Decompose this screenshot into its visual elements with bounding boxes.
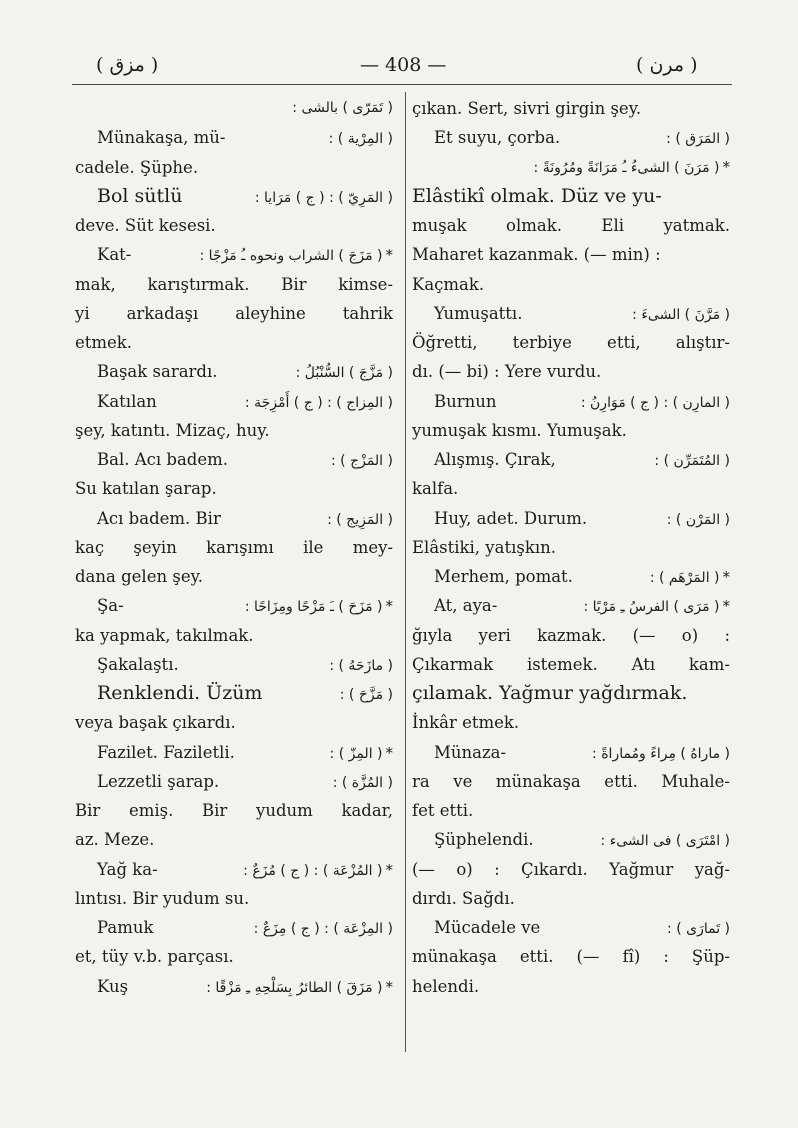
entry-line [75,562,393,591]
page-number: — 408 — [360,54,447,76]
entry-text: muşak olmak. Eli yatmak. [412,216,730,235]
entry-line [412,474,730,503]
entry-line [75,621,393,650]
entry-line [75,767,393,796]
entry-text: Acı badem. Bir [97,508,221,528]
entry-text: az. Meze. [75,830,155,850]
arabic-headword: ( المِزْعَة ) : ( ج ) مِزَعٌ : [253,921,393,937]
entry-line [75,504,393,533]
arabic-headword: ( مَزَقَ ) الطائرُ بِسَلْحِهِ ـِ مَزْقًا : [206,979,383,996]
entry-line [75,182,393,211]
entry-line [412,240,730,269]
star-mark: * [722,597,730,616]
entry-text: Su katılan şarap. [75,479,217,499]
entry-line [75,211,393,240]
entry-text: dana gelen şey. [75,567,203,586]
entry-text: ka yapmak, takılmak. [75,625,254,645]
star-mark: * [385,246,393,265]
star-mark: * [722,568,730,586]
entry-line [75,357,393,386]
arabic-headword: ( امْتَرَى ) فى الشىء : [600,833,730,850]
entry-text: Çıkarmak istemek. Atı kam- [412,654,730,674]
arabic-headword: ( مَرَّنَ ) الشىءَ : [632,306,730,323]
arabic-headword: ( المَرْهَم ) : [649,570,720,586]
entry-line [75,123,393,152]
entry-line [412,767,730,796]
entry-line [412,796,730,825]
star-mark: * [385,597,393,616]
entry-text: veya başak çıkardı. [75,713,236,733]
entry-line [75,299,393,328]
entry-line [412,738,730,767]
left-column [75,94,393,1001]
entry-text: deve. Süt kesesi. [75,216,216,235]
entry-line [412,182,730,211]
arabic-headword: ( المِرْية ) : [328,131,393,148]
entry-line [75,942,393,971]
arabic-headword: ( المَرِيّ ) : ( ج ) مَرَايا : [254,189,393,206]
entry-line [75,738,393,767]
entry-text: lıntısı. Bir yudum su. [75,888,250,908]
entry-line [412,123,730,152]
entry-text: Şa- [97,596,124,616]
entry-text: ra ve münakaşa etti. Muhale- [412,771,730,791]
entry-line [75,474,393,503]
arabic-headword: ( المِزاج ) : ( ج ) أَمْزِجَة : [244,394,393,411]
entry-line [75,884,393,913]
entry-line [75,708,393,737]
entry-text: Burnun [434,391,497,411]
star-mark: * [385,743,393,762]
arabic-headword: ( المَرَق ) : [666,131,730,148]
entry-text: kalfa. [412,479,459,499]
entry-line [75,913,393,942]
entry-text: Elâstikî olmak. Düz ve yu- [412,184,662,207]
entry-text: Kaçmak. [412,274,485,294]
entry-line [412,299,730,328]
entry-line [75,387,393,416]
entry-text: mak, karıştırmak. Bir kimse- [75,274,393,294]
entry-line [412,445,730,474]
entry-line [412,211,730,240]
entry-text: Elâstiki, yatışkın. [412,537,556,557]
entry-line [412,825,730,854]
entry-text: Pamuk [97,918,154,937]
entry-text: cadele. Şüphe. [75,157,199,177]
entry-text: dı. (— bi) : Yere vurdu. [412,362,602,382]
entry-line [75,972,393,1001]
entry-text: Kuş [97,976,129,996]
arabic-headword: ( مَزَحَ ) ـَ مَزْحًا ومِزَاحًا : [244,599,383,616]
entry-text: (— o) : Çıkardı. Yağmur yağ- [412,859,730,879]
entry-line [412,562,730,591]
header-rule [72,84,732,85]
arabic-headword: ( مَزَّجَ ) السُّنْبُلُ : [295,365,393,382]
entry-text: Et suyu, çorba. [434,128,561,148]
entry-line [412,328,730,357]
right-column [412,94,730,1001]
entry-text: İnkâr etmek. [412,713,520,733]
entry-text: şey, katıntı. Mizaç, huy. [75,420,270,440]
entry-text: Başak sarardı. [97,362,218,382]
arabic-headword: ( ماراهُ ) مِراءً ومُماراةً : [592,745,730,762]
entry-line [412,357,730,386]
entry-line [412,153,730,182]
entry-text: Bal. Acı badem. [97,450,229,469]
entry-text: yumuşak kısmı. Yumuşak. [412,420,627,440]
entry-line [75,533,393,562]
right-header: ( مرن ) [636,54,698,76]
entry-text: Mücadele ve [434,918,541,937]
entry-line [412,855,730,884]
entry-text: Lezzetli şarap. [97,771,220,791]
entry-line [75,270,393,299]
arabic-headword: ( مَرَنَ ) الشىءُ ـُ مَرَانَةً ومُرُونَةً : [533,159,720,176]
entry-line [412,387,730,416]
entry-line [75,445,393,474]
entry-line [412,942,730,971]
entry-text: Kat- [97,245,132,265]
entry-text: Şüphelendi. [434,830,534,850]
entry-text: fet etti. [412,801,474,820]
entry-line [412,94,730,123]
entry-text: etmek. [75,333,133,352]
left-header: ( مزق ) [96,54,159,76]
entry-text: çıkan. Sert, sivri girgin şey. [412,99,642,118]
entry-text: dırdı. Sağdı. [412,888,515,908]
entry-line [412,591,730,620]
entry-line [75,416,393,445]
entry-text: Katılan [97,391,157,411]
entry-line [412,884,730,913]
entry-line [412,913,730,942]
entry-text: Münakaşa, mü- [97,128,226,148]
entry-line [75,328,393,357]
entry-line [75,591,393,620]
entry-text: Yağ ka- [97,859,158,879]
arabic-headword: ( المِزّ ) : [329,745,383,762]
entry-text: Huy, adet. Durum. [434,508,588,528]
entry-text: çılamak. Yağmur yağdırmak. [412,682,688,704]
entry-line [75,825,393,854]
entry-line [75,94,393,123]
entry-text: münakaşa etti. (— fî) : Şüp- [412,947,730,967]
entry-text: helendi. [412,976,480,996]
entry-text: Bol sütlü [97,184,183,207]
entry-text: Renklendi. Üzüm [97,682,263,704]
entry-line [412,679,730,708]
star-mark: * [385,860,393,879]
entry-line [75,855,393,884]
entry-text: Öğretti, terbiye etti, alıştır- [412,333,730,352]
column-divider [405,92,406,1052]
arabic-headword: ( المَزِيج ) : [327,511,393,528]
entry-text: Münaza- [434,742,507,762]
arabic-headword: ( المُزْعَة ) : ( ج ) مُزَعٌ : [243,862,383,879]
arabic-headword: ( المَرْن ) : [666,511,730,528]
arabic-headword: ( تَمارَى ) : [667,921,730,937]
entry-text: Alışmış. Çırak, [434,450,556,469]
entry-line [412,972,730,1001]
arabic-headword: ( مازَحَهُ ) : [329,657,393,674]
arabic-headword: ( المُتَمَرِّن ) : [654,453,730,469]
arabic-headword: ( مَزَجَ ) الشراب ونحوه ـُ مَزْجًا : [199,248,383,265]
star-mark: * [385,977,393,996]
entry-text: Şakalaştı. [97,654,179,674]
entry-line [75,650,393,679]
entry-line [412,504,730,533]
entry-line [412,650,730,679]
entry-text: ğıyla yeri kazmak. (— o) : [412,625,730,645]
entry-text: Yumuşattı. [434,303,523,323]
entry-line [412,708,730,737]
entry-line [75,153,393,182]
entry-text: yi arkadaşı aleyhine tahrik [75,303,393,323]
entry-line [412,621,730,650]
arabic-headword: ( مَزَّحَ ) : [339,687,393,703]
entry-text: Bir emiş. Bir yudum kadar, [75,801,393,820]
entry-line [75,796,393,825]
arabic-headword: ( المارِن ) : ( ج ) مَوَارِنُ : [580,394,730,411]
entry-line [75,240,393,269]
entry-text: et, tüy v.b. parçası. [75,947,234,967]
arabic-headword: ( مَرَى ) الفرسُ ـِ مَرْيًا : [583,599,720,616]
entry-line [412,416,730,445]
entry-text: At, aya- [434,596,498,616]
arabic-headword: ( المُزَّة ) : [332,774,393,791]
entry-line [75,679,393,708]
entry-text: Merhem, pomat. [434,567,573,586]
entry-text: Maharet kazanmak. (— min) : [412,245,661,265]
entry-text: Fazilet. Faziletli. [97,742,235,762]
entry-text: kaç şeyin karışımı ile mey- [75,537,393,557]
entry-line [412,533,730,562]
entry-line [412,270,730,299]
arabic-headword: ( المَزْج ) : [330,453,393,469]
star-mark: * [722,157,730,176]
arabic-headword: ( تَمَرّى ) بالشى : [292,100,393,116]
